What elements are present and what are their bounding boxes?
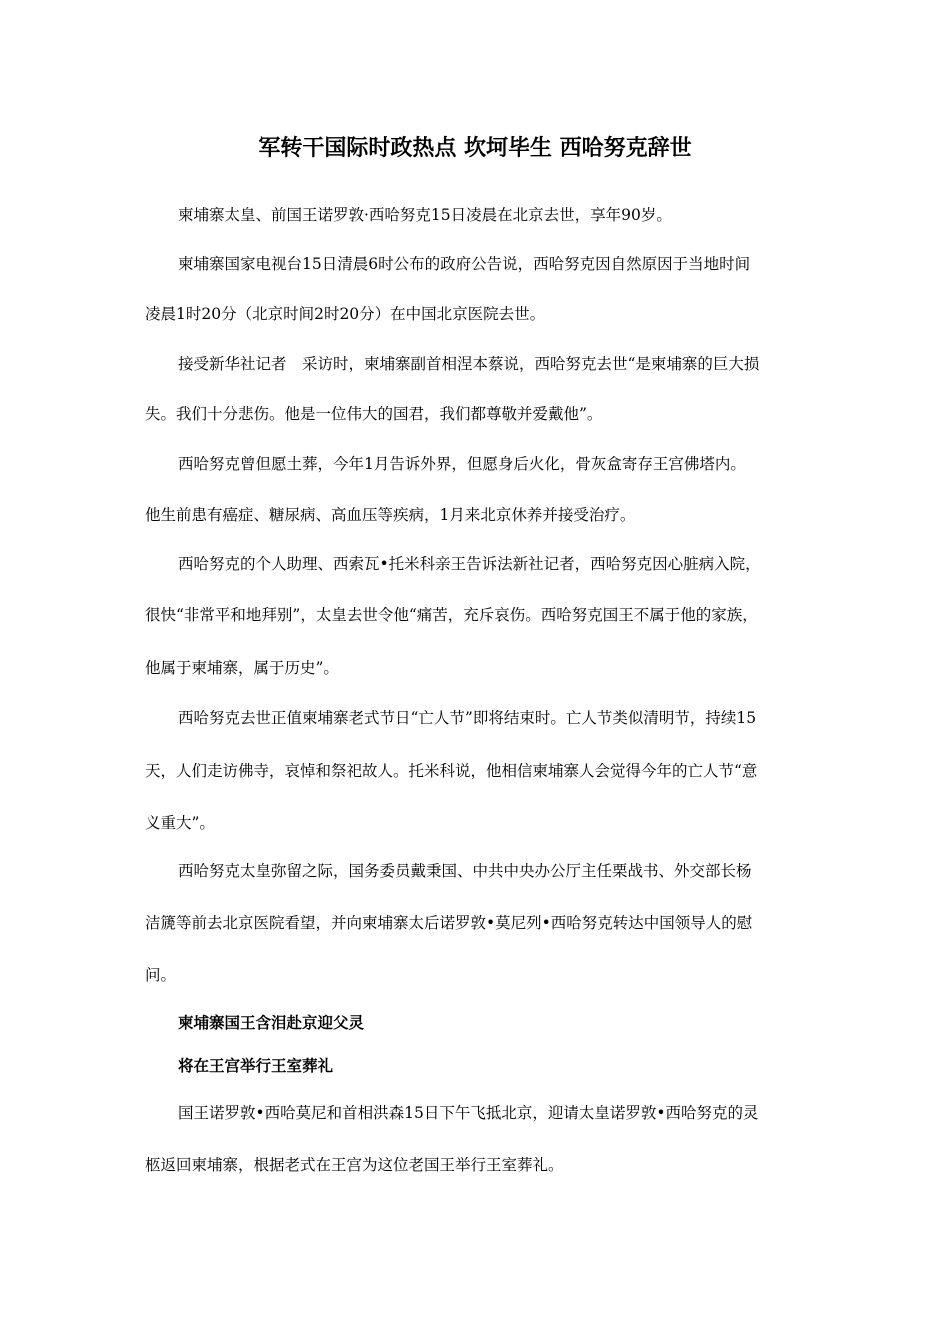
paragraph-line: 问。 (145, 966, 177, 984)
paragraph-line: 很快“非常平和地拜别”，太皇去世令他“痛苦，充斥哀伤。西哈努克国王不属于他的家族， (145, 606, 758, 624)
paragraph-line: 接受新华社记者 采访时，柬埔寨副首相涅本蔡说，西哈努克去世“是柬埔寨的巨大损 (178, 355, 760, 373)
paragraph-line: 西哈努克太皇弥留之际，国务委员戴秉国、中共中央办公厅主任栗战书、外交部长杨 (178, 862, 752, 880)
paragraph-line: 他属于柬埔寨，属于历史”。 (145, 659, 339, 677)
paragraph-line: 天，人们走访佛寺，哀悼和祭祀故人。托米科说，他相信柬埔寨人会觉得今年的亡人节“意 (145, 762, 758, 780)
paragraph-line: 柬埔寨太皇、前国王诺罗敦·西哈努克15日凌晨在北京去世，享年90岁。 (178, 206, 672, 224)
paragraph-line: 洁篪等前去北京医院看望，并向柬埔寨太后诺罗敦•莫尼列•西哈努克转达中国领导人的慰 (145, 914, 753, 932)
paragraph-line: 西哈努克曾但愿土葬，今年1月告诉外界，但愿身后火化，骨灰盒寄存王宫佛塔内。 (178, 455, 746, 473)
paragraph-line: 他生前患有癌症、糖尿病、高血压等疾病，1月来北京休养并接受治疗。 (145, 506, 636, 524)
paragraph-line: 义重大”。 (145, 814, 215, 832)
subheading: 柬埔寨国王含泪赴京迎父灵 (178, 1013, 365, 1032)
document-title: 军转干国际时政热点 坎坷毕生 西哈努克辞世 (258, 135, 692, 161)
paragraph-line: 失。我们十分悲伤。他是一位伟大的国君，我们都尊敬并爱戴他”。 (145, 405, 603, 423)
paragraph-line: 凌晨1时20分（北京时间2时20分）在中国北京医院去世。 (145, 305, 546, 323)
subheading: 将在王宫举行王室葬礼 (178, 1056, 334, 1075)
paragraph-line: 国王诺罗敦•西哈莫尼和首相洪森15日下午飞抵北京，迎请太皇诺罗敦•西哈努克的灵 (178, 1104, 759, 1122)
paragraph-line: 西哈努克去世正值柬埔寨老式节日“亡人节”即将结束时。亡人节类似清明节，持续15 (178, 709, 757, 727)
paragraph-line: 柩返回柬埔寨，根据老式在王宫为这位老国王举行王室葬礼。 (145, 1156, 564, 1174)
paragraph-line: 柬埔寨国家电视台15日清晨6时公布的政府公告说，西哈努克因自然原因于当地时间 (178, 255, 751, 273)
paragraph-line: 西哈努克的个人助理、西索瓦•托米科亲王告诉法新社记者，西哈努克因心脏病入院， (178, 555, 761, 573)
